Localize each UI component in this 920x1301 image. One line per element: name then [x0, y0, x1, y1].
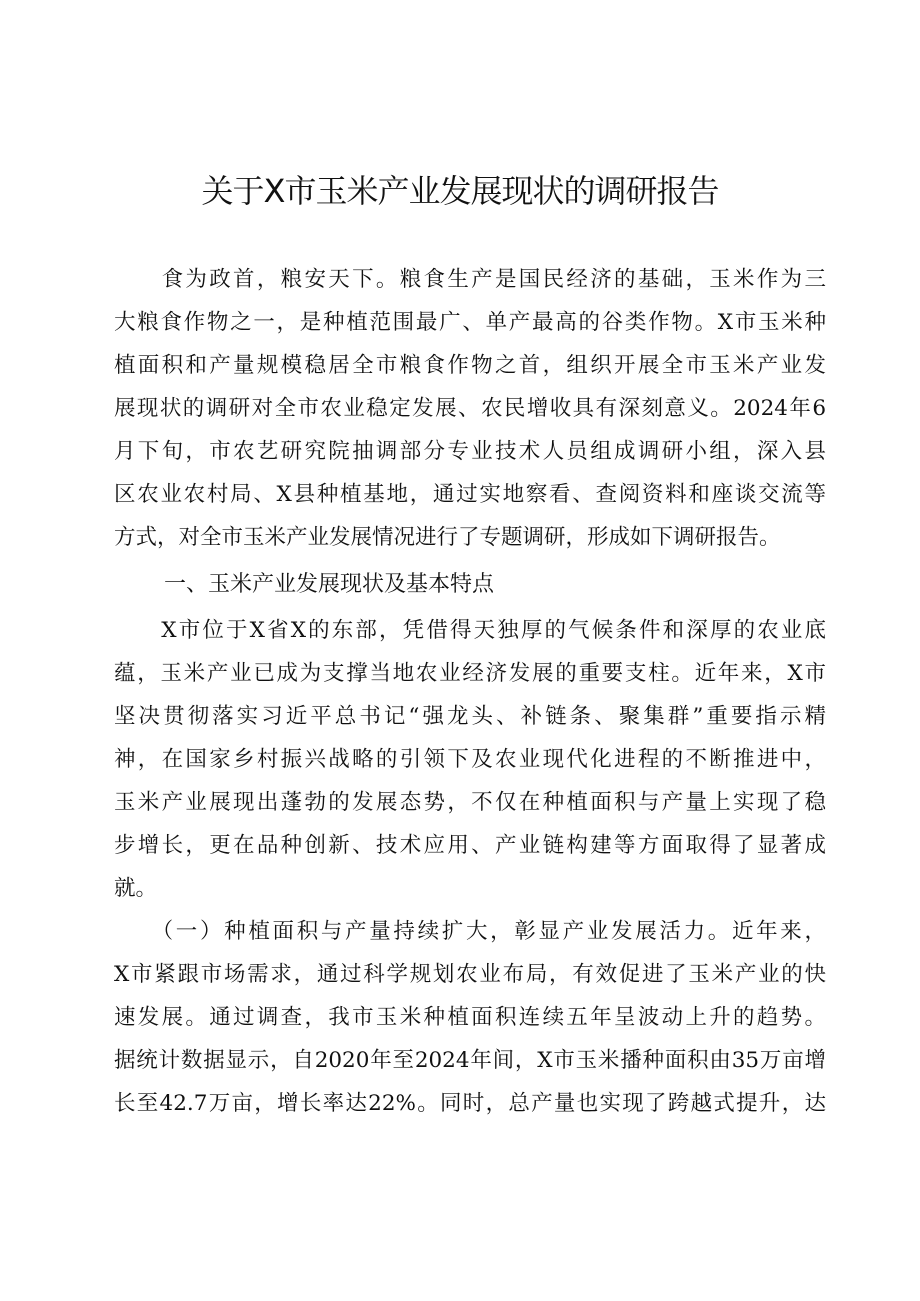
text-line: 方式，对全市玉米产业发展情况进行了专题调研，形成如下调研报告。	[114, 525, 781, 550]
text-line: 神，在国家乡村振兴战略的引领下及农业现代化进程的不断推进中，	[114, 747, 826, 772]
text-line: 区农业农村局、X县种植基地，通过实地察看、查阅资料和座谈交流等	[114, 482, 826, 507]
section-heading: 一、玉米产业发展现状及基本特点	[164, 572, 495, 597]
text-line: X市紧跟市场需求，通过科学规划农业布局，有效促进了玉米产业的快	[114, 962, 826, 987]
text-line: （一）种植面积与产量持续扩大，彰显产业发展活力。近年来，	[114, 919, 826, 944]
paragraph-subsection-1	[114, 910, 826, 1125]
paragraph-overview	[114, 609, 826, 910]
text-line: 展现状的调研对全市农业稳定发展、农民增收具有深刻意义。2024年6	[114, 396, 826, 421]
text-line: 植面积和产量规模稳居全市粮食作物之首，组织开展全市玉米产业发	[114, 353, 826, 378]
text-line: 就。	[114, 876, 158, 901]
text-line: 食为政首，粮安天下。粮食生产是国民经济的基础，玉米作为三	[114, 267, 826, 292]
text-line: 据统计数据显示，自2020年至2024年间，X市玉米播种面积由35万亩增	[114, 1048, 826, 1073]
text-line: 速发展。通过调查，我市玉米种植面积连续五年呈波动上升的趋势。	[114, 1005, 826, 1030]
text-line: 月下旬，市农艺研究院抽调部分专业技术人员组成调研小组，深入县	[114, 439, 826, 464]
text-line: 坚决贯彻落实习近平总书记“强龙头、补链条、聚集群”重要指示精	[114, 704, 826, 729]
text-line: 长至42.7万亩，增长率达22%。同时，总产量也实现了跨越式提升，达	[114, 1091, 826, 1116]
text-line: 玉米产业展现出蓬勃的发展态势，不仅在种植面积与产量上实现了稳	[114, 790, 826, 815]
text-line: 大粮食作物之一，是种植范围最广、单产最高的谷类作物。X市玉米种	[114, 310, 826, 335]
document-title: 关于X市玉米产业发展现状的调研报告	[201, 172, 719, 210]
text-line: 蕴，玉米产业已成为支撑当地农业经济发展的重要支柱。近年来，X市	[114, 661, 826, 686]
paragraph-intro	[114, 258, 826, 559]
text-line: X市位于X省X的东部，凭借得天独厚的气候条件和深厚的农业底	[114, 618, 826, 643]
text-line: 步增长，更在品种创新、技术应用、产业链构建等方面取得了显著成	[114, 833, 826, 858]
